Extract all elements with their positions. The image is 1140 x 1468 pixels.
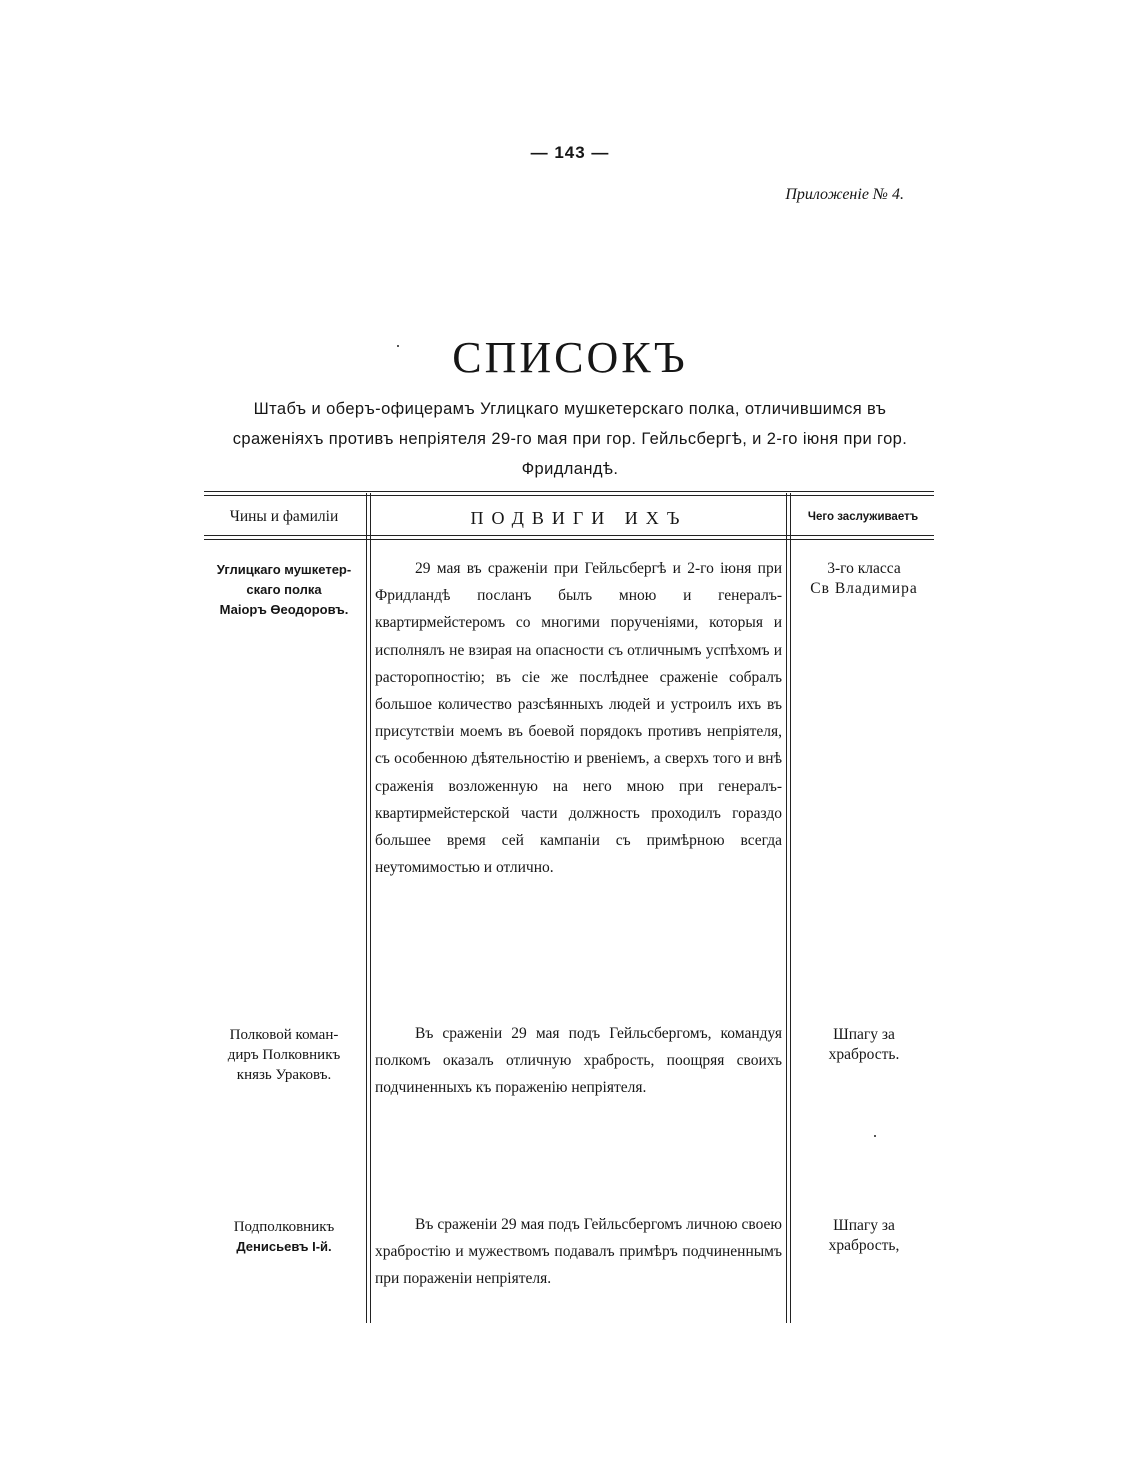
name-line: Полковой коман-: [229, 1027, 339, 1043]
merit-line: Шпагу за: [833, 1217, 895, 1234]
table-row-3-name: [204, 1217, 364, 1257]
table-row-2-name: [204, 1025, 364, 1085]
appendix-label: Приложеніе № 4.: [785, 186, 904, 203]
column-divider-2b: [790, 493, 791, 1323]
column-divider-2a: [786, 493, 787, 1323]
column-header-merit: Чего заслуживаетъ: [807, 511, 919, 523]
table-top-rule-inner: [204, 495, 934, 496]
merit-line: 3-го класса: [827, 560, 901, 577]
document-title: СПИСОКЪ: [452, 333, 688, 382]
table-header-rule-inner: [204, 539, 934, 540]
column-divider-1b: [370, 493, 371, 1323]
merit-line: храбрость.: [828, 1046, 900, 1063]
name-line: скаго полка: [246, 582, 322, 597]
merit-line: Шпагу за: [833, 1026, 895, 1043]
table-row-1-merit: [793, 559, 935, 599]
name-line: Подполковникъ: [233, 1219, 335, 1235]
table-row-1-deed: 29 мая въ сраженіи при Гейльсбергѣ и 2-го іюня при Фридландѣ посланъ былъ мною и генералъ-квартирмейстеромъ со многими порученіями, которыя и исполнялъ не взирая на опасности съ отличнымъ успѣхомъ и расторопностію; въ сіе же послѣднее сраженіе собралъ большое количество разсѣянныхъ людей и устроилъ ихъ въ присутствіи моемъ въ боевой порядокъ противъ непріятеля, съ особенною дѣятельностію и рвеніемъ, а сверхъ того и внѣ сраженія возложенную на него мною при генералъ-квартирмейстерской части должность проходилъ гораздо большее время сей кампаніи съ примѣрною всегда неутомимостью и отлично.: [375, 560, 782, 877]
merit-line: Св Владимира: [810, 580, 918, 597]
column-divider-1a: [366, 493, 367, 1323]
table-row-2-merit: [793, 1025, 935, 1065]
name-line: Углицкаго мушкетер-: [216, 562, 352, 577]
scan-speck: [874, 1135, 876, 1137]
table-row-3-merit: [793, 1216, 935, 1256]
name-line: Денисьевъ І-й.: [236, 1239, 332, 1254]
table-row-2-deed: Въ сраженіи 29 мая подъ Гейльсбергомъ, командуя полкомъ оказалъ отличную храбрость, поощряя своихъ подчиненныхъ къ пораженію непріятеля.: [375, 1025, 782, 1097]
merit-line: храбрость,: [828, 1237, 900, 1254]
table-top-rule: [204, 491, 934, 492]
column-header-ranks: Чины и фамиліи: [229, 508, 339, 525]
document-subtitle: Штабъ и оберъ-офицерамъ Углицкаго мушкетерскаго полка, отличившимся въ сраженіяхъ противъ непріятеля 29-го мая при гор. Гейльсбергѣ, и 2-го іюня при гор. Фридландѣ.: [232, 400, 908, 478]
column-header-deeds: ПОДВИГИ ИХЪ: [470, 508, 688, 528]
name-line: Маіоръ Өеодоровъ.: [219, 602, 349, 617]
table-row-1-name: [204, 560, 364, 620]
scan-speck: [397, 345, 399, 347]
name-line: диръ Полковникъ: [227, 1047, 341, 1063]
name-line: князь Ураковъ.: [236, 1067, 332, 1083]
table-row-3-deed: Въ сраженіи 29 мая подъ Гейльсбергомъ личною своею храбростію и мужествомъ подавалъ примѣръ подчиненнымъ при пораженіи непріятеля.: [375, 1216, 782, 1288]
page-number: — 143 —: [530, 143, 610, 162]
table-header-rule: [204, 535, 934, 536]
